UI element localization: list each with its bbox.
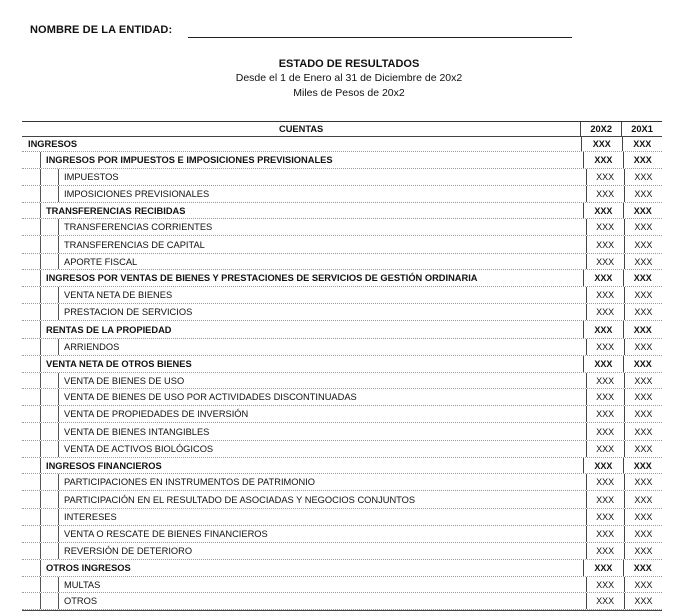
value-20x2: XXX bbox=[586, 406, 624, 422]
value-20x2: XXX bbox=[586, 509, 624, 525]
indent-guide bbox=[58, 474, 59, 490]
entity-name-line bbox=[188, 37, 572, 38]
value-20x1: XXX bbox=[624, 526, 662, 542]
table-row bbox=[22, 287, 662, 304]
table-row bbox=[22, 509, 662, 526]
account-label: MULTAS bbox=[64, 579, 101, 590]
table-row bbox=[22, 152, 662, 169]
table-row bbox=[22, 526, 662, 543]
report-units: Miles de Pesos de 20x2 bbox=[293, 87, 405, 99]
indent-guide bbox=[40, 254, 41, 269]
indent-guide bbox=[58, 373, 59, 388]
value-20x2: XXX bbox=[586, 373, 624, 388]
indent-guide bbox=[58, 593, 59, 609]
account-name bbox=[22, 287, 586, 303]
value-20x2: XXX bbox=[583, 560, 622, 576]
value-20x1: XXX bbox=[623, 270, 662, 286]
value-20x1: XXX bbox=[623, 203, 662, 218]
account-name bbox=[22, 186, 586, 202]
account-name bbox=[22, 137, 581, 151]
account-label: APORTE FISCAL bbox=[64, 256, 138, 267]
account-label: VENTA O RESCATE DE BIENES FINANCIEROS bbox=[64, 529, 268, 539]
value-20x2: XXX bbox=[581, 137, 622, 151]
account-name bbox=[22, 203, 583, 218]
value-20x2: XXX bbox=[586, 254, 624, 269]
indent-guide bbox=[58, 339, 59, 355]
table-body bbox=[22, 137, 662, 610]
indent-guide bbox=[40, 526, 41, 542]
value-20x1: XXX bbox=[624, 543, 662, 559]
value-20x1: XXX bbox=[624, 509, 662, 525]
account-label: ARRIENDOS bbox=[64, 342, 120, 352]
value-20x1: XXX bbox=[624, 389, 662, 405]
account-label: TRANSFERENCIAS DE CAPITAL bbox=[64, 239, 205, 250]
value-20x2: XXX bbox=[586, 474, 624, 490]
table-row bbox=[22, 441, 662, 458]
account-name bbox=[22, 509, 586, 525]
value-20x2: XXX bbox=[586, 219, 624, 235]
report-period: Desde el 1 de Enero al 31 de Diciembre de 20x2 bbox=[235, 72, 463, 84]
table-row bbox=[22, 577, 662, 593]
value-20x2: XXX bbox=[583, 356, 622, 372]
indent-guide bbox=[40, 441, 41, 457]
value-20x1: XXX bbox=[624, 219, 662, 235]
value-20x2: XXX bbox=[586, 169, 624, 185]
table-row bbox=[22, 356, 662, 373]
indent-guide bbox=[40, 560, 41, 576]
indent-guide bbox=[40, 389, 41, 405]
account-label: INGRESOS POR VENTAS DE BIENES Y PRESTACIONES DE SERVICIOS DE GESTIÓN ORDINARIA bbox=[46, 273, 478, 283]
indent-guide bbox=[58, 509, 59, 525]
table-row bbox=[22, 137, 662, 152]
table-row bbox=[22, 389, 662, 406]
value-20x2: XXX bbox=[586, 389, 624, 405]
table-row bbox=[22, 458, 662, 474]
value-20x1: XXX bbox=[624, 423, 662, 440]
account-name bbox=[22, 321, 583, 338]
value-20x1: XXX bbox=[624, 441, 662, 457]
indent-guide bbox=[58, 543, 59, 559]
account-name bbox=[22, 577, 586, 592]
table-row bbox=[22, 186, 662, 203]
value-20x1: XXX bbox=[624, 169, 662, 185]
value-20x1: XXX bbox=[624, 593, 662, 609]
value-20x1: XXX bbox=[623, 458, 662, 473]
account-label: VENTA DE BIENES INTANGIBLES bbox=[64, 426, 210, 437]
value-20x1: XXX bbox=[623, 152, 662, 168]
value-20x1: XXX bbox=[624, 339, 662, 355]
indent-guide bbox=[40, 287, 41, 303]
value-20x1: XXX bbox=[624, 254, 662, 269]
table-header-row bbox=[22, 122, 662, 137]
account-label: INGRESOS FINANCIEROS bbox=[46, 460, 162, 471]
indent-guide bbox=[58, 219, 59, 235]
value-20x2: XXX bbox=[586, 287, 624, 303]
value-20x1: XXX bbox=[624, 236, 662, 253]
table-row bbox=[22, 304, 662, 321]
account-label: IMPUESTOS bbox=[64, 172, 119, 182]
income-statement-table bbox=[22, 121, 662, 611]
indent-guide bbox=[58, 169, 59, 185]
value-20x1: XXX bbox=[624, 304, 662, 320]
account-name bbox=[22, 270, 583, 286]
account-name bbox=[22, 389, 586, 405]
value-20x2: XXX bbox=[586, 593, 624, 609]
indent-guide bbox=[40, 186, 41, 202]
table-row bbox=[22, 474, 662, 491]
indent-guide bbox=[40, 406, 41, 422]
indent-guide bbox=[58, 441, 59, 457]
value-20x2: XXX bbox=[586, 304, 624, 320]
account-label: PARTICIPACIONES EN INSTRUMENTOS DE PATRIMONIO bbox=[64, 477, 316, 487]
value-20x2: XXX bbox=[586, 526, 624, 542]
indent-guide bbox=[40, 543, 41, 559]
table-row bbox=[22, 321, 662, 339]
account-label: REVERSIÓN DE DETERIORO bbox=[64, 546, 193, 556]
account-name bbox=[22, 169, 586, 185]
indent-guide bbox=[58, 236, 59, 253]
indent-guide bbox=[58, 577, 59, 592]
account-name bbox=[22, 236, 586, 253]
account-label: TRANSFERENCIAS RECIBIDAS bbox=[46, 205, 186, 216]
value-20x2: XXX bbox=[583, 270, 622, 286]
table-row bbox=[22, 560, 662, 577]
account-name bbox=[22, 356, 583, 372]
table-row bbox=[22, 491, 662, 509]
value-20x2: XXX bbox=[583, 321, 622, 338]
indent-guide bbox=[40, 270, 41, 286]
entity-name-label: NOMBRE DE LA ENTIDAD: bbox=[30, 24, 173, 36]
account-label: VENTA DE BIENES DE USO POR ACTIVIDADES DISCONTINUADAS bbox=[64, 392, 357, 402]
table-row bbox=[22, 339, 662, 356]
indent-guide bbox=[40, 458, 41, 473]
indent-guide bbox=[40, 593, 41, 609]
account-name bbox=[22, 423, 586, 440]
table-row bbox=[22, 373, 662, 389]
indent-guide bbox=[40, 373, 41, 388]
account-name bbox=[22, 219, 586, 235]
account-name bbox=[22, 152, 583, 168]
report-title: ESTADO DE RESULTADOS bbox=[278, 58, 420, 70]
account-label: PRESTACION DE SERVICIOS bbox=[64, 307, 193, 317]
value-20x1: XXX bbox=[624, 406, 662, 422]
account-label: IMPOSICIONES PREVISIONALES bbox=[64, 189, 210, 199]
indent-guide bbox=[58, 287, 59, 303]
account-name bbox=[22, 491, 586, 508]
indent-guide bbox=[40, 321, 41, 338]
account-label: VENTA DE BIENES DE USO bbox=[64, 375, 185, 386]
header-year-20x1: 20X1 bbox=[621, 122, 662, 136]
indent-guide bbox=[58, 389, 59, 405]
indent-guide bbox=[58, 491, 59, 508]
account-name bbox=[22, 304, 586, 320]
indent-guide bbox=[40, 304, 41, 320]
table-row bbox=[22, 219, 662, 236]
value-20x1: XXX bbox=[622, 137, 663, 151]
account-label: INGRESOS bbox=[28, 139, 78, 149]
table-row bbox=[22, 593, 662, 610]
account-label: PARTICIPACIÓN EN EL RESULTADO DE ASOCIADAS Y NEGOCIOS CONJUNTOS bbox=[64, 494, 416, 505]
indent-guide bbox=[40, 509, 41, 525]
indent-guide bbox=[58, 406, 59, 422]
indent-guide bbox=[58, 526, 59, 542]
table-row bbox=[22, 270, 662, 287]
value-20x2: XXX bbox=[586, 441, 624, 457]
value-20x2: XXX bbox=[586, 543, 624, 559]
value-20x1: XXX bbox=[624, 474, 662, 490]
table-row bbox=[22, 254, 662, 270]
indent-guide bbox=[40, 491, 41, 508]
account-label: OTROS bbox=[64, 596, 98, 606]
account-name bbox=[22, 339, 586, 355]
account-name bbox=[22, 373, 586, 388]
account-name bbox=[22, 254, 586, 269]
indent-guide bbox=[40, 356, 41, 372]
indent-guide bbox=[40, 236, 41, 253]
value-20x1: XXX bbox=[624, 287, 662, 303]
indent-guide bbox=[40, 219, 41, 235]
table-row bbox=[22, 236, 662, 254]
indent-guide bbox=[58, 254, 59, 269]
indent-guide bbox=[40, 169, 41, 185]
value-20x2: XXX bbox=[586, 491, 624, 508]
value-20x2: XXX bbox=[586, 186, 624, 202]
value-20x1: XXX bbox=[624, 373, 662, 388]
value-20x1: XXX bbox=[624, 577, 662, 592]
indent-guide bbox=[40, 339, 41, 355]
indent-guide bbox=[40, 423, 41, 440]
table-row bbox=[22, 423, 662, 441]
table-row bbox=[22, 543, 662, 560]
header-accounts: CUENTAS bbox=[279, 124, 324, 134]
value-20x2: XXX bbox=[586, 339, 624, 355]
account-name bbox=[22, 543, 586, 559]
account-label: VENTA DE ACTIVOS BIOLÓGICOS bbox=[64, 444, 214, 454]
account-name bbox=[22, 458, 583, 473]
indent-guide bbox=[40, 474, 41, 490]
value-20x2: XXX bbox=[586, 577, 624, 592]
header-year-20x2: 20X2 bbox=[580, 122, 621, 136]
indent-guide bbox=[58, 423, 59, 440]
account-name bbox=[22, 593, 586, 609]
indent-guide bbox=[58, 304, 59, 320]
account-label: RENTAS DE LA PROPIEDAD bbox=[46, 324, 172, 335]
indent-guide bbox=[40, 577, 41, 592]
value-20x1: XXX bbox=[624, 491, 662, 508]
account-name bbox=[22, 526, 586, 542]
account-label: INTERESES bbox=[64, 512, 117, 522]
account-name bbox=[22, 474, 586, 490]
value-20x2: XXX bbox=[583, 203, 622, 218]
indent-guide bbox=[40, 152, 41, 168]
value-20x2: XXX bbox=[583, 152, 622, 168]
account-label: OTROS INGRESOS bbox=[46, 563, 131, 573]
account-name bbox=[22, 406, 586, 422]
value-20x1: XXX bbox=[624, 186, 662, 202]
account-label: VENTA NETA DE BIENES bbox=[64, 290, 173, 300]
value-20x1: XXX bbox=[623, 560, 662, 576]
account-label: INGRESOS POR IMPUESTOS E IMPOSICIONES PREVISIONALES bbox=[46, 155, 333, 165]
value-20x1: XXX bbox=[623, 356, 662, 372]
account-name bbox=[22, 441, 586, 457]
table-row bbox=[22, 203, 662, 219]
table-row bbox=[22, 406, 662, 423]
indent-guide bbox=[58, 186, 59, 202]
table-row bbox=[22, 169, 662, 186]
indent-guide bbox=[40, 203, 41, 218]
account-label: VENTA DE PROPIEDADES DE INVERSIÓN bbox=[64, 409, 249, 419]
value-20x2: XXX bbox=[583, 458, 622, 473]
value-20x2: XXX bbox=[586, 423, 624, 440]
account-label: TRANSFERENCIAS CORRIENTES bbox=[64, 222, 213, 232]
value-20x2: XXX bbox=[586, 236, 624, 253]
account-label: VENTA NETA DE OTROS BIENES bbox=[46, 359, 192, 369]
account-name bbox=[22, 560, 583, 576]
value-20x1: XXX bbox=[623, 321, 662, 338]
